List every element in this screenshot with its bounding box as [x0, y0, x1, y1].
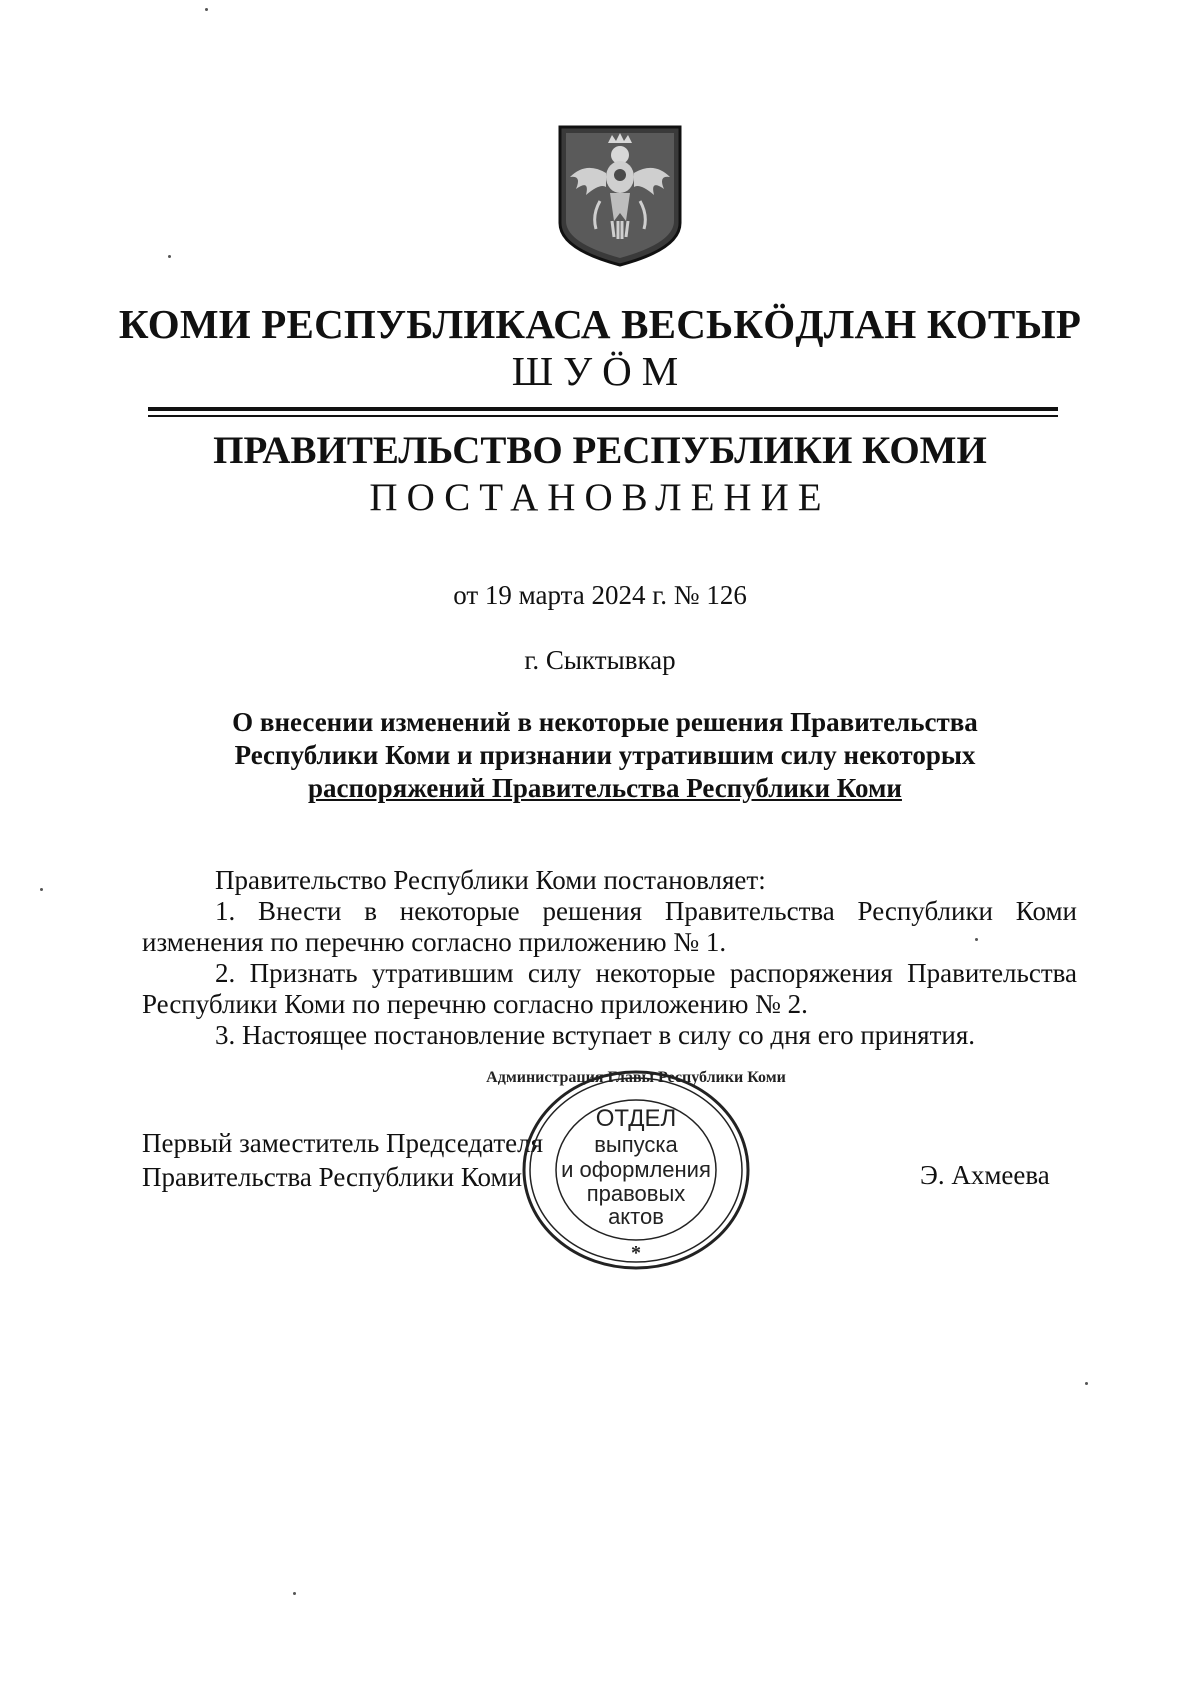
body-intro: Правительство Республики Коми постановляет: — [215, 865, 766, 895]
subject-line: распоряжений Правительства Республики Коми — [308, 773, 902, 803]
stamp-center-line: и оформления — [561, 1157, 711, 1182]
komi-government-title: КОМИ РЕСПУБЛИКАСА ВЕСЬКӦДЛАН КОТЫР — [118, 301, 1082, 347]
scan-speck — [1085, 1382, 1088, 1385]
subject-line: О внесении изменений в некоторые решения Правительства — [232, 707, 978, 737]
stamp-center-line: выпуска — [594, 1132, 678, 1157]
stamp-center-line: правовых — [586, 1181, 686, 1206]
scan-speck — [40, 888, 43, 891]
scan-speck — [975, 938, 978, 941]
signatory-position-line: Правительства Республики Коми — [142, 1162, 523, 1192]
document-subject — [150, 706, 1060, 805]
official-stamp — [486, 1062, 786, 1270]
body-item-2: 2. Признать утратившим силу некоторые распоряжения Правительства Республики Коми по перечню согласно приложению № 2. — [142, 958, 1077, 1019]
body-item-3: 3. Настоящее постановление вступает в силу со дня его принятия. — [215, 1020, 976, 1050]
stamp-star: * — [631, 1242, 641, 1264]
body-item-1: 1. Внести в некоторые решения Правительства Республики Коми изменения по перечню согласно приложению № 1. — [142, 896, 1077, 957]
header-divider-thick — [148, 407, 1058, 411]
signatory-position-line: Первый заместитель Председателя — [142, 1128, 544, 1158]
stamp-center-line: актов — [608, 1204, 664, 1229]
document-date-number: от 19 марта 2024 г. № 126 — [453, 580, 747, 610]
komi-coat-of-arms-icon — [556, 125, 684, 271]
document-city: г. Сыктывкар — [524, 645, 676, 675]
komi-document-type: ШУӦМ — [511, 348, 689, 394]
scan-speck — [168, 255, 171, 258]
signatory-name: Э. Ахмеева — [920, 1160, 1050, 1190]
scan-speck — [293, 1592, 296, 1595]
stamp-ring-text: Администрация Главы Республики Коми — [486, 1069, 786, 1086]
document-type: ПОСТАНОВЛЕНИЕ — [369, 476, 831, 519]
scan-speck — [205, 8, 208, 11]
document-body — [142, 865, 1077, 1051]
header-divider-thin — [148, 415, 1058, 417]
government-title: ПРАВИТЕЛЬСТВО РЕСПУБЛИКИ КОМИ — [213, 429, 987, 472]
signatory-position — [142, 1126, 543, 1194]
stamp-center-line: ОТДЕЛ — [595, 1105, 677, 1132]
subject-line: Республики Коми и признании утратившим силу некоторых — [234, 740, 976, 770]
